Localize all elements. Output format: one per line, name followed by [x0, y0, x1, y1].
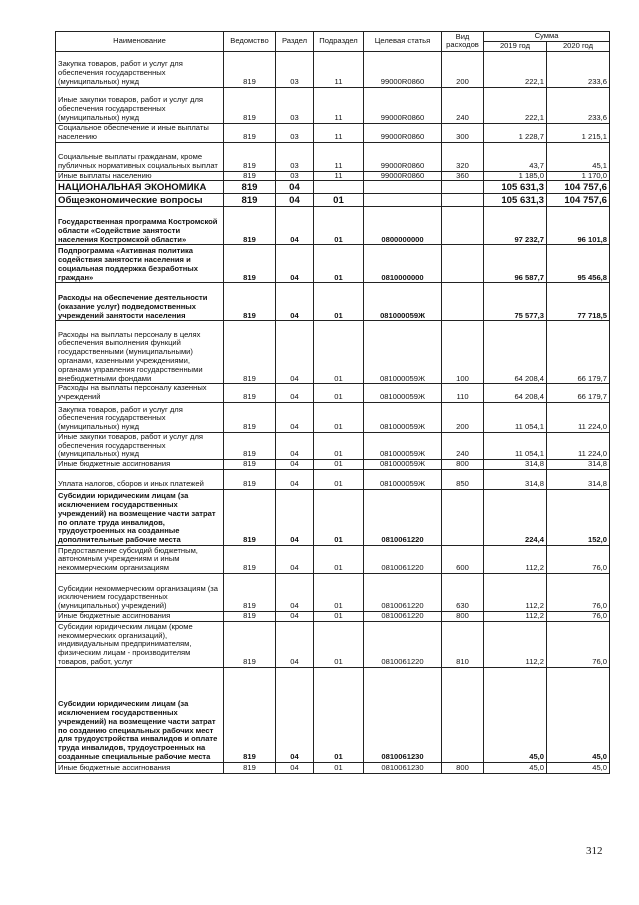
table-row: [56, 384, 610, 403]
row-sum-2020: 11 224,0: [547, 432, 610, 459]
row-sum-2019: 1 228,7: [484, 123, 547, 142]
row-sum-2020: 152,0: [547, 490, 610, 546]
row-target-article: 081000059Ж: [364, 432, 442, 459]
row-podrazdel: 01: [314, 490, 364, 546]
table-row: [56, 245, 610, 283]
row-expense-type: 320: [442, 142, 484, 171]
row-vedomstvo: 819: [224, 612, 276, 622]
row-target-article: 0810061220: [364, 546, 442, 574]
row-podrazdel: 01: [314, 460, 364, 470]
header-year-2019: 2019 год: [484, 41, 547, 51]
row-vedomstvo: 819: [224, 490, 276, 546]
row-sum-2019: 45,0: [484, 667, 547, 762]
row-sum-2020: 1 170,0: [547, 171, 610, 181]
row-vedomstvo: 819: [224, 123, 276, 142]
header-podrazdel: Подраздел: [314, 32, 364, 52]
table-row: [56, 432, 610, 459]
row-target-article: 081000059Ж: [364, 470, 442, 490]
row-target-article: 081000059Ж: [364, 460, 442, 470]
row-vedomstvo: 819: [224, 402, 276, 432]
row-podrazdel: 11: [314, 123, 364, 142]
row-vedomstvo: 819: [224, 87, 276, 123]
row-target-article: 0810061220: [364, 490, 442, 546]
row-expense-type: [442, 181, 484, 194]
row-target-article: 99000R0860: [364, 171, 442, 181]
row-expense-type: 800: [442, 762, 484, 773]
row-name: Предоставление субсидий бюджетным, автономным учреждениям и иным некоммерческим организациям: [56, 546, 224, 574]
row-podrazdel: 11: [314, 51, 364, 87]
table-row: [56, 181, 610, 194]
row-sum-2020: 314,8: [547, 470, 610, 490]
row-sum-2019: 314,8: [484, 460, 547, 470]
row-podrazdel: 01: [314, 194, 364, 207]
table-row: [56, 321, 610, 384]
row-razdel: 04: [276, 460, 314, 470]
row-vedomstvo: 819: [224, 432, 276, 459]
row-target-article: 99000R0860: [364, 87, 442, 123]
row-vedomstvo: 819: [224, 574, 276, 612]
table-row: [56, 667, 610, 762]
row-expense-type: 810: [442, 621, 484, 667]
row-target-article: 081000059Ж: [364, 384, 442, 403]
header-vedomstvo: Ведомство: [224, 32, 276, 52]
header-year-2020: 2020 год: [547, 41, 610, 51]
row-sum-2020: 76,0: [547, 612, 610, 622]
row-razdel: 04: [276, 490, 314, 546]
row-razdel: 04: [276, 612, 314, 622]
row-name: Общеэкономические вопросы: [56, 194, 224, 207]
row-target-article: 0810000000: [364, 245, 442, 283]
row-name: Расходы на обеспечение деятельности (оказание услуг) подведомственных учреждений занятости населения: [56, 283, 224, 321]
row-sum-2020: 66 179,7: [547, 384, 610, 403]
row-sum-2019: 43,7: [484, 142, 547, 171]
row-expense-type: 110: [442, 384, 484, 403]
row-vedomstvo: 819: [224, 384, 276, 403]
row-name: Иные закупки товаров, работ и услуг для обеспечения государственных (муниципальных) нужд: [56, 432, 224, 459]
row-expense-type: 630: [442, 574, 484, 612]
row-vedomstvo: 819: [224, 546, 276, 574]
table-row: [56, 460, 610, 470]
row-podrazdel: 01: [314, 432, 364, 459]
row-razdel: 04: [276, 762, 314, 773]
row-target-article: 99000R0860: [364, 123, 442, 142]
row-expense-type: 240: [442, 87, 484, 123]
row-name: Закупка товаров, работ и услуг для обеспечения государственных (муниципальных) нужд: [56, 402, 224, 432]
row-expense-type: [442, 667, 484, 762]
row-sum-2019: 224,4: [484, 490, 547, 546]
table-row: [56, 762, 610, 773]
row-razdel: 04: [276, 470, 314, 490]
row-sum-2019: 112,2: [484, 621, 547, 667]
row-vedomstvo: 819: [224, 142, 276, 171]
row-razdel: 03: [276, 87, 314, 123]
row-vedomstvo: 819: [224, 207, 276, 245]
row-sum-2020: 11 224,0: [547, 402, 610, 432]
row-razdel: 04: [276, 181, 314, 194]
row-vedomstvo: 819: [224, 181, 276, 194]
row-name: Подпрограмма «Активная политика содействия занятости населения и социальная поддержка безработных граждан»: [56, 245, 224, 283]
table-row: [56, 87, 610, 123]
row-target-article: 0810061220: [364, 574, 442, 612]
row-expense-type: 240: [442, 432, 484, 459]
header-expense-type: Вид расходов: [442, 32, 484, 52]
row-razdel: 04: [276, 207, 314, 245]
row-expense-type: 200: [442, 402, 484, 432]
row-target-article: 0810061220: [364, 621, 442, 667]
row-podrazdel: 11: [314, 142, 364, 171]
row-target-article: 99000R0860: [364, 51, 442, 87]
row-vedomstvo: 819: [224, 667, 276, 762]
row-sum-2019: 75 577,3: [484, 283, 547, 321]
row-name: Иные бюджетные ассигнования: [56, 460, 224, 470]
row-expense-type: 200: [442, 51, 484, 87]
row-vedomstvo: 819: [224, 321, 276, 384]
row-name: Уплата налогов, сборов и иных платежей: [56, 470, 224, 490]
row-razdel: 04: [276, 432, 314, 459]
row-sum-2019: 97 232,7: [484, 207, 547, 245]
table-row: [56, 490, 610, 546]
row-name: НАЦИОНАЛЬНАЯ ЭКОНОМИКА: [56, 181, 224, 194]
row-target-article: [364, 194, 442, 207]
table-row: [56, 142, 610, 171]
row-podrazdel: 01: [314, 207, 364, 245]
row-vedomstvo: 819: [224, 621, 276, 667]
row-razdel: 04: [276, 384, 314, 403]
row-razdel: 03: [276, 51, 314, 87]
row-sum-2019: 105 631,3: [484, 194, 547, 207]
row-podrazdel: 11: [314, 171, 364, 181]
row-expense-type: 100: [442, 321, 484, 384]
row-target-article: 99000R0860: [364, 142, 442, 171]
table-row: [56, 574, 610, 612]
row-sum-2019: 112,2: [484, 612, 547, 622]
row-sum-2020: 76,0: [547, 546, 610, 574]
row-vedomstvo: 819: [224, 470, 276, 490]
row-vedomstvo: 819: [224, 762, 276, 773]
row-name: Иные бюджетные ассигнования: [56, 762, 224, 773]
row-razdel: 03: [276, 171, 314, 181]
row-name: Расходы на выплаты персоналу казенных учреждений: [56, 384, 224, 403]
budget-table: [55, 31, 610, 774]
row-sum-2019: 105 631,3: [484, 181, 547, 194]
header-name: Наименование: [56, 32, 224, 52]
table-row: [56, 207, 610, 245]
row-sum-2019: 11 054,1: [484, 402, 547, 432]
row-podrazdel: 11: [314, 87, 364, 123]
row-expense-type: 850: [442, 470, 484, 490]
row-sum-2020: 76,0: [547, 621, 610, 667]
row-sum-2020: 45,0: [547, 762, 610, 773]
budget-table-container: [55, 31, 609, 774]
row-sum-2020: 45,0: [547, 667, 610, 762]
row-expense-type: 360: [442, 171, 484, 181]
row-name: Государственная программа Костромской области «Содействие занятости населения Костромской области»: [56, 207, 224, 245]
row-target-article: 081000059Ж: [364, 283, 442, 321]
row-podrazdel: 01: [314, 321, 364, 384]
row-name: Иные выплаты населению: [56, 171, 224, 181]
row-razdel: 03: [276, 142, 314, 171]
row-expense-type: 300: [442, 123, 484, 142]
row-razdel: 04: [276, 283, 314, 321]
row-target-article: 0810061230: [364, 762, 442, 773]
row-podrazdel: [314, 181, 364, 194]
row-razdel: 04: [276, 402, 314, 432]
row-name: Закупка товаров, работ и услуг для обеспечения государственных (муниципальных) нужд: [56, 51, 224, 87]
row-podrazdel: 01: [314, 470, 364, 490]
row-expense-type: 800: [442, 460, 484, 470]
row-podrazdel: 01: [314, 283, 364, 321]
row-sum-2020: 45,1: [547, 142, 610, 171]
row-podrazdel: 01: [314, 574, 364, 612]
row-vedomstvo: 819: [224, 51, 276, 87]
row-name: Иные закупки товаров, работ и услуг для обеспечения государственных (муниципальных) нужд: [56, 87, 224, 123]
row-sum-2019: 45,0: [484, 762, 547, 773]
table-row: [56, 546, 610, 574]
page-number: 312: [586, 845, 603, 857]
row-sum-2020: 66 179,7: [547, 321, 610, 384]
row-sum-2020: 1 215,1: [547, 123, 610, 142]
row-sum-2020: 233,6: [547, 87, 610, 123]
row-sum-2019: 112,2: [484, 574, 547, 612]
row-sum-2019: 96 587,7: [484, 245, 547, 283]
row-target-article: 0810061220: [364, 612, 442, 622]
row-podrazdel: 01: [314, 546, 364, 574]
row-sum-2019: 1 185,0: [484, 171, 547, 181]
row-sum-2019: 222,1: [484, 51, 547, 87]
row-razdel: 04: [276, 546, 314, 574]
row-name: Субсидии юридическим лицам (за исключением государственных учреждений) на возмещение части затрат по созданию специальных рабочих мест для трудоустройства инвалидов и оплате труда инвалидов, трудоустроенных на созданные специальные рабочие места: [56, 667, 224, 762]
row-sum-2020: 104 757,6: [547, 181, 610, 194]
row-vedomstvo: 819: [224, 245, 276, 283]
row-razdel: 04: [276, 321, 314, 384]
row-razdel: 04: [276, 194, 314, 207]
row-sum-2020: 77 718,5: [547, 283, 610, 321]
row-razdel: 04: [276, 621, 314, 667]
row-sum-2020: 233,6: [547, 51, 610, 87]
row-target-article: 081000059Ж: [364, 321, 442, 384]
row-sum-2019: 112,2: [484, 546, 547, 574]
row-sum-2020: 96 101,8: [547, 207, 610, 245]
row-name: Социальные выплаты гражданам, кроме публичных нормативных социальных выплат: [56, 142, 224, 171]
row-podrazdel: 01: [314, 762, 364, 773]
row-podrazdel: 01: [314, 612, 364, 622]
row-podrazdel: 01: [314, 402, 364, 432]
row-name: Субсидии юридическим лицам (за исключением государственных учреждений) на возмещение части затрат по оплате труда инвалидов, трудоустроенных на созданные дополнительные рабочие места: [56, 490, 224, 546]
table-row: [56, 194, 610, 207]
row-expense-type: [442, 194, 484, 207]
table-row: [56, 283, 610, 321]
row-sum-2019: 314,8: [484, 470, 547, 490]
row-sum-2020: 76,0: [547, 574, 610, 612]
header-razdel: Раздел: [276, 32, 314, 52]
row-target-article: 0810061230: [364, 667, 442, 762]
row-sum-2020: 104 757,6: [547, 194, 610, 207]
row-razdel: 04: [276, 667, 314, 762]
row-target-article: 0800000000: [364, 207, 442, 245]
table-row: [56, 470, 610, 490]
row-sum-2019: 64 208,4: [484, 384, 547, 403]
row-expense-type: [442, 490, 484, 546]
row-sum-2020: 314,8: [547, 460, 610, 470]
row-vedomstvo: 819: [224, 171, 276, 181]
row-sum-2019: 64 208,4: [484, 321, 547, 384]
row-expense-type: [442, 207, 484, 245]
header-sum: Сумма: [484, 32, 610, 42]
table-row: [56, 51, 610, 87]
row-vedomstvo: 819: [224, 460, 276, 470]
row-sum-2020: 95 456,8: [547, 245, 610, 283]
row-razdel: 04: [276, 574, 314, 612]
row-podrazdel: 01: [314, 384, 364, 403]
row-podrazdel: 01: [314, 245, 364, 283]
table-row: [56, 123, 610, 142]
row-expense-type: [442, 245, 484, 283]
row-podrazdel: 01: [314, 621, 364, 667]
table-row: [56, 171, 610, 181]
row-razdel: 04: [276, 245, 314, 283]
row-name: Социальное обеспечение и иные выплаты населению: [56, 123, 224, 142]
row-podrazdel: 01: [314, 667, 364, 762]
row-sum-2019: 222,1: [484, 87, 547, 123]
table-row: [56, 402, 610, 432]
table-row: [56, 612, 610, 622]
row-sum-2019: 11 054,1: [484, 432, 547, 459]
row-target-article: [364, 181, 442, 194]
row-vedomstvo: 819: [224, 283, 276, 321]
row-name: Субсидии юридическим лицам (кроме некоммерческих организаций), индивидуальным предпринимателям, физическим лицам - производителям товаров, работ, услуг: [56, 621, 224, 667]
row-name: Субсидии некоммерческим организациям (за исключением государственных (муниципальных) учреждений): [56, 574, 224, 612]
row-name: Расходы на выплаты персоналу в целях обеспечения выполнения функций государственными (муниципальными) органами, казенными учреждениями, органами управления государственными внебюджетными фондами: [56, 321, 224, 384]
row-expense-type: 800: [442, 612, 484, 622]
row-vedomstvo: 819: [224, 194, 276, 207]
row-target-article: 081000059Ж: [364, 402, 442, 432]
row-expense-type: [442, 283, 484, 321]
table-row: [56, 621, 610, 667]
row-name: Иные бюджетные ассигнования: [56, 612, 224, 622]
header-target-article: Целевая статья: [364, 32, 442, 52]
row-razdel: 03: [276, 123, 314, 142]
row-expense-type: 600: [442, 546, 484, 574]
